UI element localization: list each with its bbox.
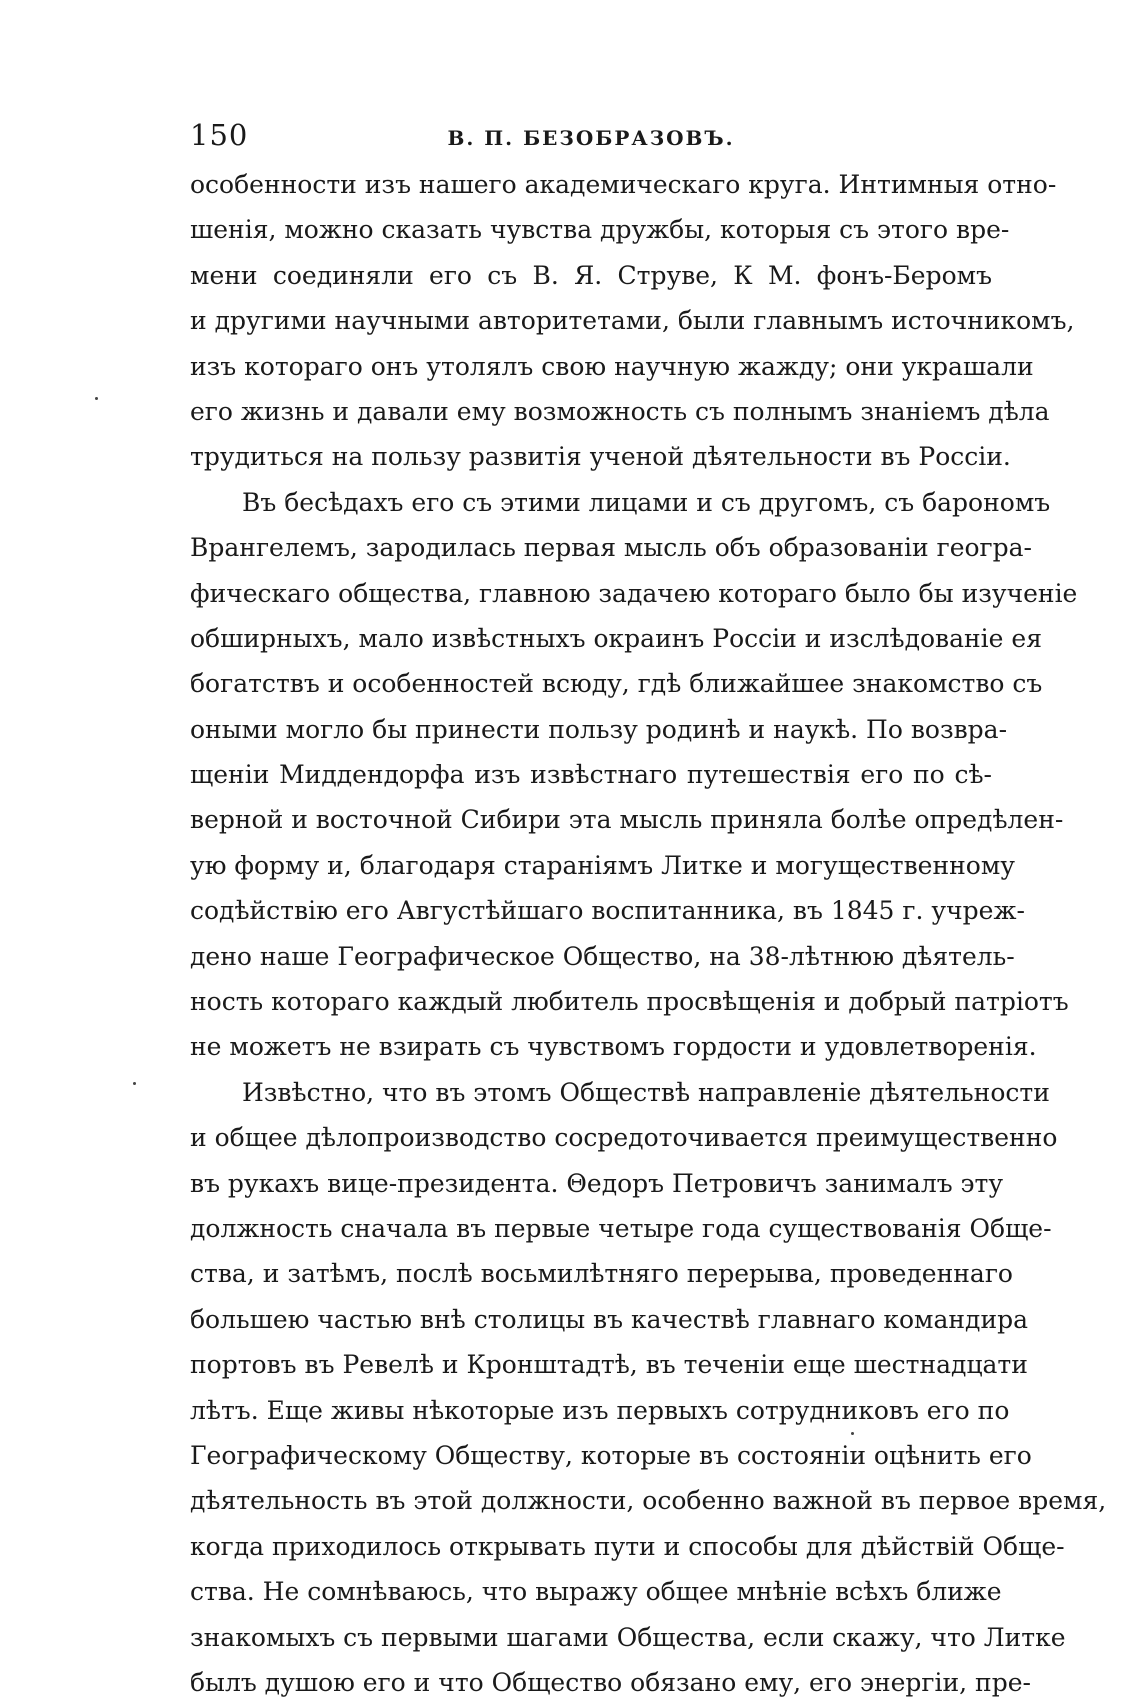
text-line: и другими научными авторитетами, были главнымъ источникомъ, [190,306,1075,336]
page-number: 150 [190,118,249,152]
text-line: ность котораго каждый любитель просвѣщенія и добрый патріотъ [190,987,1069,1017]
scan-speck [95,397,98,400]
text-line: изъ котораго онъ утолялъ свою научную жажду; они украшали [190,351,1034,381]
text-line: Врангелемъ, зародилась первая мысль объ образованіи геогра- [190,533,1032,563]
text-line: оными могло бы принести пользу родинѣ и наукѣ. По возвра- [190,714,1008,744]
text-line: мени соединяли его съ В. Я. Струве, К М. фонъ-Беромъ [190,260,992,290]
text-line: верной и восточной Сибири эта мысль приняла болѣе опредѣлен- [190,805,1064,835]
text-line: Въ бесѣдахъ его съ этими лицами и съ другомъ, съ барономъ [242,487,1051,517]
text-line: содѣйствію его Августѣйшаго воспитанника, въ 1845 г. учреж- [190,896,1025,926]
book-page [190,112,1107,1705]
text-line: въ рукахъ вице-президента. Θедоръ Петровичъ занималъ эту [190,1168,1004,1198]
text-line: особенности изъ нашего академическаго круга. Интимныя отно- [190,170,1057,199]
scan-speck [133,1082,136,1085]
text-line: не можетъ не взирать съ чувствомъ гордости и удовлетворенія. [190,1032,1037,1062]
text-line: когда приходилось открывать пути и способы для дѣйствій Обще- [190,1531,1065,1561]
running-head: В. П. БЕЗОБРАЗОВЪ. [447,126,735,150]
body-text [190,162,1107,1705]
page-header [190,112,992,162]
text-line: щеніи Миддендорфа изъ извѣстнаго путешествія его по сѣ- [190,760,992,790]
text-line: дѣятельность въ этой должности, особенно важной въ первое время, [190,1486,1107,1516]
text-line: портовъ въ Ревелѣ и Кронштадтѣ, въ теченіи еще шестнадцати [190,1350,1028,1380]
text-line: и общее дѣлопроизводство сосредоточивается преимущественно [190,1123,1058,1153]
text-line: его жизнь и давали ему возможность съ полнымъ знаніемъ дѣла [190,396,1050,426]
text-line: былъ душою его и что Общество обязано ему, его энергіи, пре- [190,1667,1031,1697]
scan-speck [851,1432,854,1435]
text-line: богатствъ и особенностей всюду, гдѣ ближайшее знакомство съ [190,669,1043,699]
text-line: шенія, можно сказать чувства дружбы, которыя съ этого вре- [190,215,1010,245]
text-line: знакомыхъ съ первыми шагами Общества, если скажу, что Литке [190,1622,1066,1652]
text-line: фическаго общества, главною задачею котораго было бы изученіе [190,578,1078,608]
text-line: Извѣстно, что въ этомъ Обществѣ направленіе дѣятельности [242,1077,1050,1107]
text-line: лѣтъ. Еще живы нѣкоторые изъ первыхъ сотрудниковъ его по [190,1395,1010,1425]
text-line: ства, и затѣмъ, послѣ восьмилѣтняго перерыва, проведеннаго [190,1259,1013,1289]
text-line: дено наше Географическое Общество, на 38-лѣтнюю дѣятель- [190,941,1015,971]
text-line: ую форму и, благодаря стараніямъ Литке и могущественному [190,850,1015,880]
text-line: Географическому Обществу, которые въ состояніи оцѣнить его [190,1440,1032,1470]
text-line: ства. Не сомнѣваюсь, что выражу общее мнѣніе всѣхъ ближе [190,1577,1002,1607]
text-line: трудиться на пользу развитія ученой дѣятельности въ Россіи. [190,442,1011,472]
text-line: должность сначала въ первые четыре года существованія Обще- [190,1213,1052,1243]
text-line: большею частью внѣ столицы въ качествѣ главнаго командира [190,1304,1029,1334]
text-line: обширныхъ, мало извѣстныхъ окраинъ Россіи и изслѣдованіе ея [190,623,1042,653]
